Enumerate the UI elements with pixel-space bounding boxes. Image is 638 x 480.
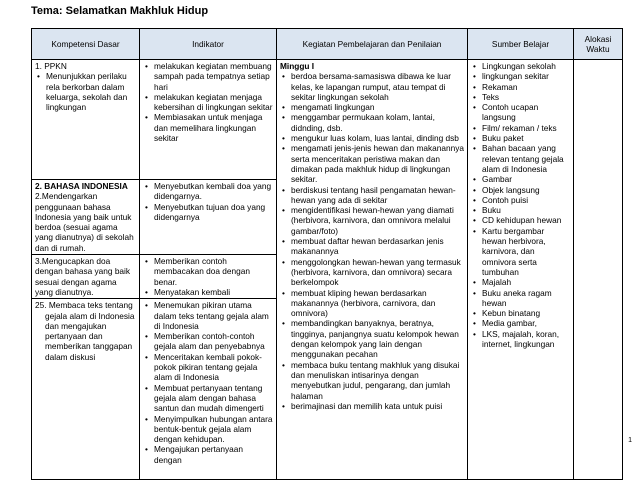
list-item: • Contoh ucapan langsung: [471, 102, 570, 123]
list-item: • mengidentifikasi hewan-hewan yang diamati (herbivora, karnivora, dan omnivora melalui gambar/foto): [280, 205, 464, 236]
list-item: • Lingkungan sekolah: [471, 61, 570, 71]
list-item: • Memberikan contoh-contoh gejala alam dan penyebabnya: [143, 331, 273, 352]
list-item: • mengamati jenis-jenis hewan dan makanannya serta menceritakan peristiwa makan dan dimakan pada makhluk hidup di lingkungan sekitar.: [280, 143, 464, 184]
header-alokasi: [574, 29, 623, 60]
list-item: • Bahan bacaan yang relevan tentang gejala alam di Indonesia: [471, 143, 570, 174]
list-item: • membuat daftar hewan berdasarkan jenis makanannya: [280, 236, 464, 257]
kd-bi25-cell: [32, 299, 140, 480]
kd-bi3-text: 3.Mengucapkan doa dengan bahasa yang baik sesuai dengan agama yang dianutnya.: [35, 256, 131, 297]
list-item: • Teks: [471, 92, 570, 102]
page-title: Tema: Selamatkan Makhluk Hidup: [31, 5, 209, 17]
list-item: • Rekaman: [471, 82, 570, 92]
list-item: • membuat kliping hewan berdasarkan makanannya (herbivora, carnivora, dan omnivora): [280, 288, 464, 319]
list-item: • Membiasakan untuk menjaga dan memelihara lingkungan sekitar: [143, 112, 273, 143]
kd-bi-cell: [32, 180, 140, 255]
list-item: • membandingkan banyaknya, beratnya, tingginya, panjangnya suatu kelompok hewan dengan kelompok yang lain dengan menggunakan pecahan: [280, 318, 464, 359]
list-item: • Objek langsung: [471, 185, 570, 195]
kd-bi25-text: gejala alam di Indonesia dan mengajukan pertanyaan dan memberikan tanggapan dalam diskusi: [45, 310, 135, 362]
header-sumber: Sumber Belajar: [468, 29, 574, 60]
header-indikator: Indikator: [140, 29, 277, 60]
list-item: • menggambar permukaan kolam, lantai, didnding, dsb.: [280, 112, 464, 133]
list-item: • Buku: [471, 205, 570, 215]
table-header-row: [32, 29, 623, 60]
sumber-cell: [468, 60, 574, 480]
header-kompetensi: Kompetensi Dasar: [32, 29, 140, 60]
lesson-plan-table: [31, 28, 623, 480]
list-item: • Menyebutkan tujuan doa yang didengarnya: [143, 202, 273, 223]
list-item: • Contoh puisi: [471, 195, 570, 205]
list-item: • Film/ rekaman / teks: [471, 123, 570, 133]
list-item: • melakukan kegiatan membuang sampah pada tempatnya setiap hari: [143, 61, 273, 92]
kegiatan-heading: Minggu I: [280, 61, 315, 71]
list-item: • menggolongkan hewan-hewan yang termasuk (herbivora, karnivora, dan omnivora) secara berkelompok: [280, 257, 464, 288]
kd-bi25-num: 25. Membaca teks tentang: [35, 300, 133, 311]
list-item: • mengamati lingkungan: [280, 102, 464, 112]
list-item: • CD kehidupan hewan: [471, 215, 570, 225]
header-alokasi-line1: Alokasi: [584, 33, 612, 44]
list-item: • Majalah: [471, 277, 570, 287]
list-item: • mengukur luas kolam, luas lantai, dinding dsb: [280, 133, 464, 143]
indikator-bi2-cell: [140, 180, 277, 255]
list-item: • Kebun binatang: [471, 308, 570, 318]
kd-bi-title: 2. BAHASA INDONESIA: [35, 181, 128, 191]
table-row: [32, 60, 623, 180]
list-item: • Membuat pertanyaan tentang gejala alam dengan bahasa santun dan mudah dimengerti: [143, 383, 273, 414]
list-item: • Buku paket: [471, 133, 570, 143]
indikator-bi3-cell: [140, 255, 277, 299]
alokasi-cell: [574, 60, 623, 480]
kd-ppkn-title: 1. PPKN: [35, 61, 67, 71]
list-item: • Menyebutkan kembali doa yang didengarnya.: [143, 181, 273, 202]
list-item: • Memberikan contoh membacakan doa dengan benar.: [143, 256, 273, 287]
header-alokasi-line2: Waktu: [586, 44, 610, 54]
list-item: • Kartu bergambar hewan herbivora, karnivora, dan omnivora serta tumbuhan: [471, 226, 570, 277]
list-item: • LKS, majalah, koran, internet, lingkungan: [471, 329, 570, 350]
list-item: • lingkungan sekitar: [471, 71, 570, 81]
list-item: • Media gambar,: [471, 318, 570, 328]
indikator-ppkn-cell: [140, 60, 277, 180]
list-item: • Buku aneka ragam hewan: [471, 288, 570, 309]
kd-ppkn-cell: [32, 60, 140, 180]
list-item: • Gambar: [471, 174, 570, 184]
list-item: • melakukan kegiatan menjaga kebersihan di lingkungan sekitar: [143, 92, 273, 113]
kd-bi3-cell: [32, 255, 140, 299]
kd-ppkn-item: • Menunjukkan perilaku rela berkorban dalam keluarga, sekolah dan lingkungan: [35, 71, 136, 112]
list-item: • Menyatakan kembali: [143, 287, 273, 297]
kd-bi-text: 2.Mendengarkan penggunaan bahasa Indonesia yang baik untuk berdoa (sesuai agama yang dianutnya) di sekolah dan di rumah.: [35, 191, 134, 253]
list-item: • berdiskusi tentang hasil pengamatan hewan-hewan yang ada di sekitar: [280, 185, 464, 206]
list-item: • berdoa bersama-samasiswa dibawa ke luar kelas, ke lapangan rumput, atau tempat di sekitar lingkungan sekolah: [280, 71, 464, 102]
list-item: • Menyimpulkan hubungan antara bentuk-bentuk gejala alam dengan kehidupan.: [143, 414, 273, 445]
indikator-bi25-cell: [140, 299, 277, 480]
list-item: • membaca buku tentang makhluk yang disukai dan menuliskan intisarinya dengan menyebutkan judul, pengarang, dan jumlah halaman: [280, 360, 464, 401]
list-item: • Menceritakan kembali pokok-pokok pikiran tentang gejala alam di Indonesia: [143, 352, 273, 383]
header-kegiatan: Kegiatan Pembelajaran dan Penilaian: [277, 29, 468, 60]
kegiatan-cell: [277, 60, 468, 480]
list-item: • Mengajukan pertanyaan dengan: [143, 444, 273, 465]
page-number: 1: [628, 437, 632, 444]
list-item: • Menemukan pikiran utama dalam teks tentang gejala alam di Indonesia: [143, 300, 273, 331]
list-item: • berimajinasi dan memilih kata untuk puisi: [280, 401, 464, 411]
